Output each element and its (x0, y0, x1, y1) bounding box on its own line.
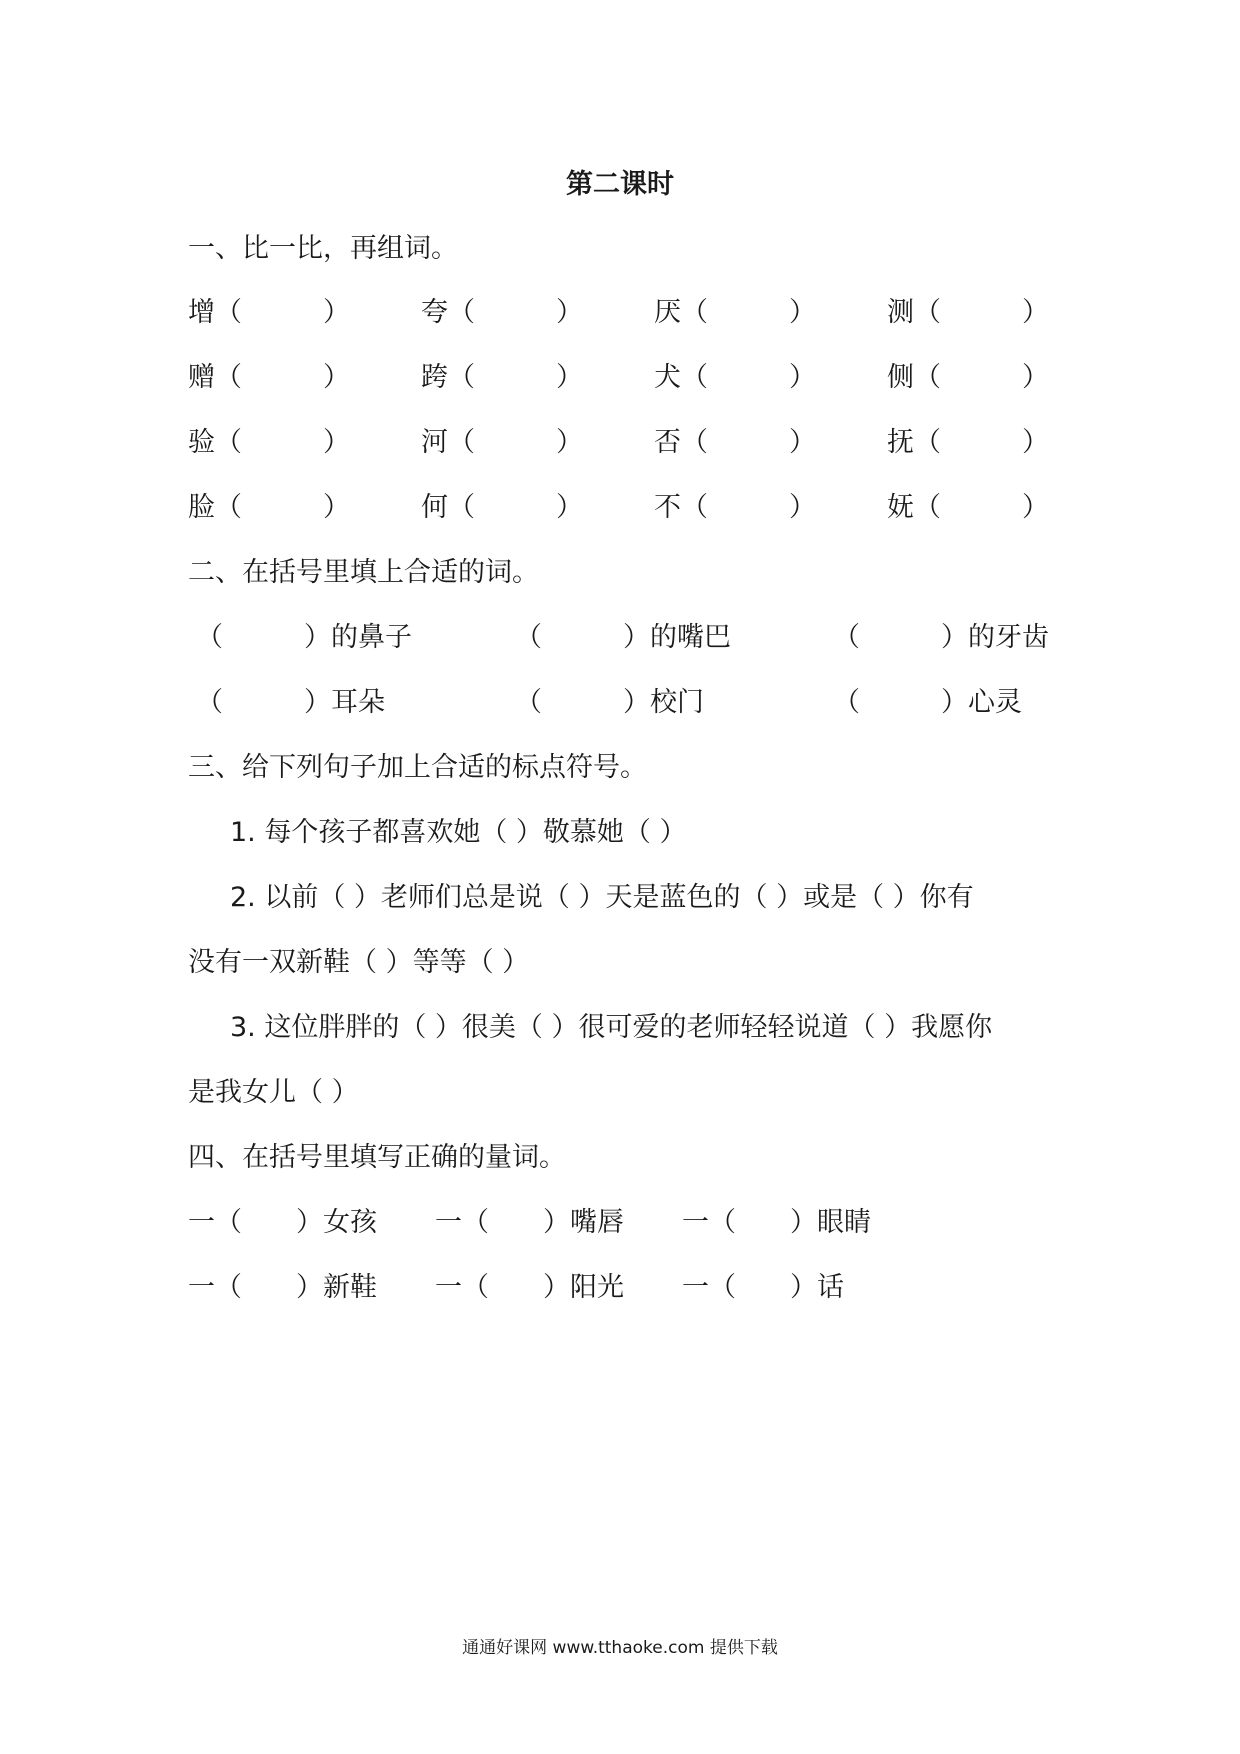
compare-item: 侧（ ） (887, 362, 1049, 393)
compare-item: 夸（ ） (421, 297, 583, 328)
compare-item: 河（ ） (421, 427, 583, 458)
compare-item: 妩（ ） (887, 492, 1049, 523)
section2-heading: 二、在括号里填上合适的词。 (188, 557, 539, 588)
measure-word-item: 一（ ）嘴唇 (435, 1207, 624, 1238)
measure-word-item: 一（ ）话 (682, 1272, 844, 1303)
page-title: 第二课时 (566, 169, 674, 200)
fill-phrase: （ ）心灵 (833, 687, 1022, 718)
compare-item: 验（ ） (188, 427, 350, 458)
fill-phrase: （ ）的嘴巴 (515, 622, 731, 653)
compare-item: 脸（ ） (188, 492, 350, 523)
compare-item: 不（ ） (654, 492, 816, 523)
punctuation-sentence: 1. 每个孩子都喜欢她（ ）敬慕她（ ） (230, 817, 687, 848)
compare-item: 抚（ ） (887, 427, 1049, 458)
measure-word-item: 一（ ）眼睛 (682, 1207, 871, 1238)
compare-item: 赠（ ） (188, 362, 350, 393)
punctuation-sentence: 3. 这位胖胖的（ ）很美（ ）很可爱的老师轻轻说道（ ）我愿你 (230, 1012, 993, 1043)
measure-word-item: 一（ ）阳光 (435, 1272, 624, 1303)
compare-item: 测（ ） (887, 297, 1049, 328)
punctuation-sentence: 没有一双新鞋（ ）等等（ ） (188, 947, 530, 978)
punctuation-sentence: 2. 以前（ ）老师们总是说（ ）天是蓝色的（ ）或是（ ）你有 (230, 882, 974, 913)
fill-phrase: （ ）校门 (515, 687, 704, 718)
compare-item: 何（ ） (421, 492, 583, 523)
section1-heading: 一、比一比，再组词。 (188, 233, 458, 264)
measure-word-item: 一（ ）女孩 (188, 1207, 377, 1238)
fill-phrase: （ ）的鼻子 (196, 622, 412, 653)
compare-item: 跨（ ） (421, 362, 583, 393)
fill-phrase: （ ）的牙齿 (833, 622, 1049, 653)
compare-item: 增（ ） (188, 297, 350, 328)
section3-heading: 三、给下列句子加上合适的标点符号。 (188, 752, 647, 783)
punctuation-sentence: 是我女儿（ ） (188, 1077, 359, 1108)
compare-item: 犬（ ） (654, 362, 816, 393)
footer-download-note: 通通好课网 www.tthaoke.com 提供下载 (462, 1638, 778, 1658)
section4-heading: 四、在括号里填写正确的量词。 (188, 1142, 566, 1173)
compare-item: 否（ ） (654, 427, 816, 458)
compare-item: 厌（ ） (654, 297, 816, 328)
measure-word-item: 一（ ）新鞋 (188, 1272, 377, 1303)
fill-phrase: （ ）耳朵 (196, 687, 385, 718)
